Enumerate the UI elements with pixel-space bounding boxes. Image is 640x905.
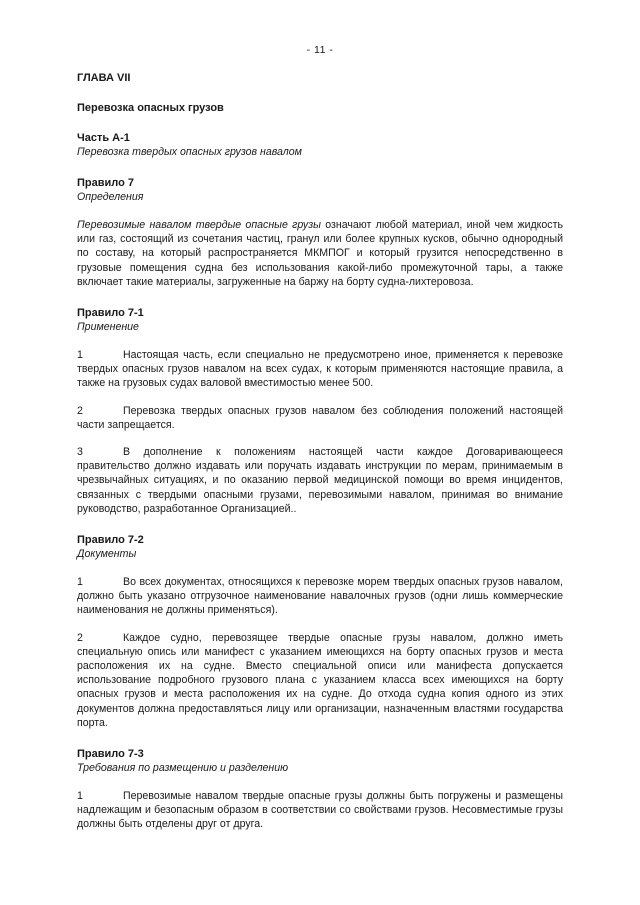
rule-subtitle: Применение: [77, 321, 139, 334]
paragraph-text: В дополнение к положениям настоящей части каждое Договаривающееся правительство должно издавать или поручать издавать инструкции по мерам, принимаемым в чрезвычайных ситуациях, и по оказанию первой медицинской помощи во время инцидентов, связанных с твердыми опасными грузами, перевозимыми навалом, принимая во внимание руководство, разработанное Организацией..: [77, 446, 563, 515]
rule-7-3-heading: [77, 747, 563, 775]
numbered-paragraph: [77, 789, 563, 832]
rule-number: Правило 7: [77, 177, 135, 189]
paragraph-number: 2: [77, 631, 83, 644]
paragraph-number: 1: [77, 576, 83, 589]
paragraph-text: Во всех документах, относящихся к перевозке морем твердых опасных грузов навалом, должно быть указано отгрузочное наименование навалочных грузов (одни лишь коммерческие наименования не должны применяться).: [77, 576, 563, 617]
definition-paragraph: [77, 218, 563, 289]
rule-7-1-heading: [77, 306, 563, 334]
rule-subtitle: Определения: [77, 191, 144, 203]
paragraph-number: 1: [77, 790, 83, 803]
rule-number: Правило 7-3: [77, 748, 144, 761]
rule-7-heading: [77, 176, 563, 204]
definition-term: Перевозимые навалом твердые опасные грузы: [77, 219, 321, 231]
part-heading: [77, 131, 563, 159]
paragraph-text: Перевозка твердых опасных грузов навалом без соблюдения положений настоящей части запрещается.: [77, 404, 563, 431]
numbered-paragraph: [77, 575, 563, 618]
numbered-paragraph: [77, 445, 563, 516]
paragraph-text: Перевозимые навалом твердые опасные грузы должны быть погружены и размещены надлежащим и безопасным образом в соответствии со свойствами грузов. Несовместимые грузы должны быть отделены друг от друга.: [77, 790, 563, 831]
numbered-paragraph: [77, 348, 563, 391]
paragraph-number: 1: [77, 349, 83, 362]
paragraph-number: 2: [77, 404, 83, 417]
numbered-paragraph: [77, 404, 563, 432]
part-subtitle: Перевозка твердых опасных грузов навалом: [77, 146, 302, 158]
page-number: - 11 -: [306, 44, 334, 56]
rule-number: Правило 7-2: [77, 534, 144, 547]
paragraph-text: Каждое судно, перевозящее твердые опасные грузы навалом, должно иметь специальную опись или манифест с указанием имеющихся на борту опасных грузов и места расположения их на судне. Вместо специальной описи или манифеста допускается использование подробного грузового плана с указанием класса всех имеющихся на борту опасных грузов и места расположения их на судне. До отхода судна копия одного из этих документов должна предоставляться лицу или организации, назначенным властями государства порта.: [77, 631, 563, 729]
paragraph-number: 3: [77, 446, 83, 459]
rule-number: Правило 7-1: [77, 307, 144, 320]
chapter-title: ГЛАВА VII: [77, 72, 131, 84]
rule-7-2-heading: [77, 533, 563, 561]
rule-subtitle: Документы: [77, 548, 137, 561]
definition-text: означают любой материал, иной чем жидкость или газ, состоящий из сочетания частиц, гранул или более крупных кусков, обычно однородный по составу, на который распространяется МКМПОГ и который грузится непосредственно в грузовые помещения судна без использования какой-либо промежуточной тары, а также включает такие материалы, загруженные на баржу на борту судна-лихтеровоза.: [77, 219, 563, 288]
rule-subtitle: Требования по размещению и разделению: [77, 762, 289, 775]
chapter-subject: Перевозка опасных грузов: [77, 102, 224, 114]
numbered-paragraph: [77, 631, 563, 730]
part-number: Часть А-1: [77, 132, 130, 144]
paragraph-text: Настоящая часть, если специально не предусмотрено иное, применяется к перевозке твердых опасных грузов навалом на всех судах, к которым применяются настоящие правила, а также на грузовых судах валовой вместимостью менее 500.: [77, 349, 563, 390]
document-body: [77, 71, 563, 832]
